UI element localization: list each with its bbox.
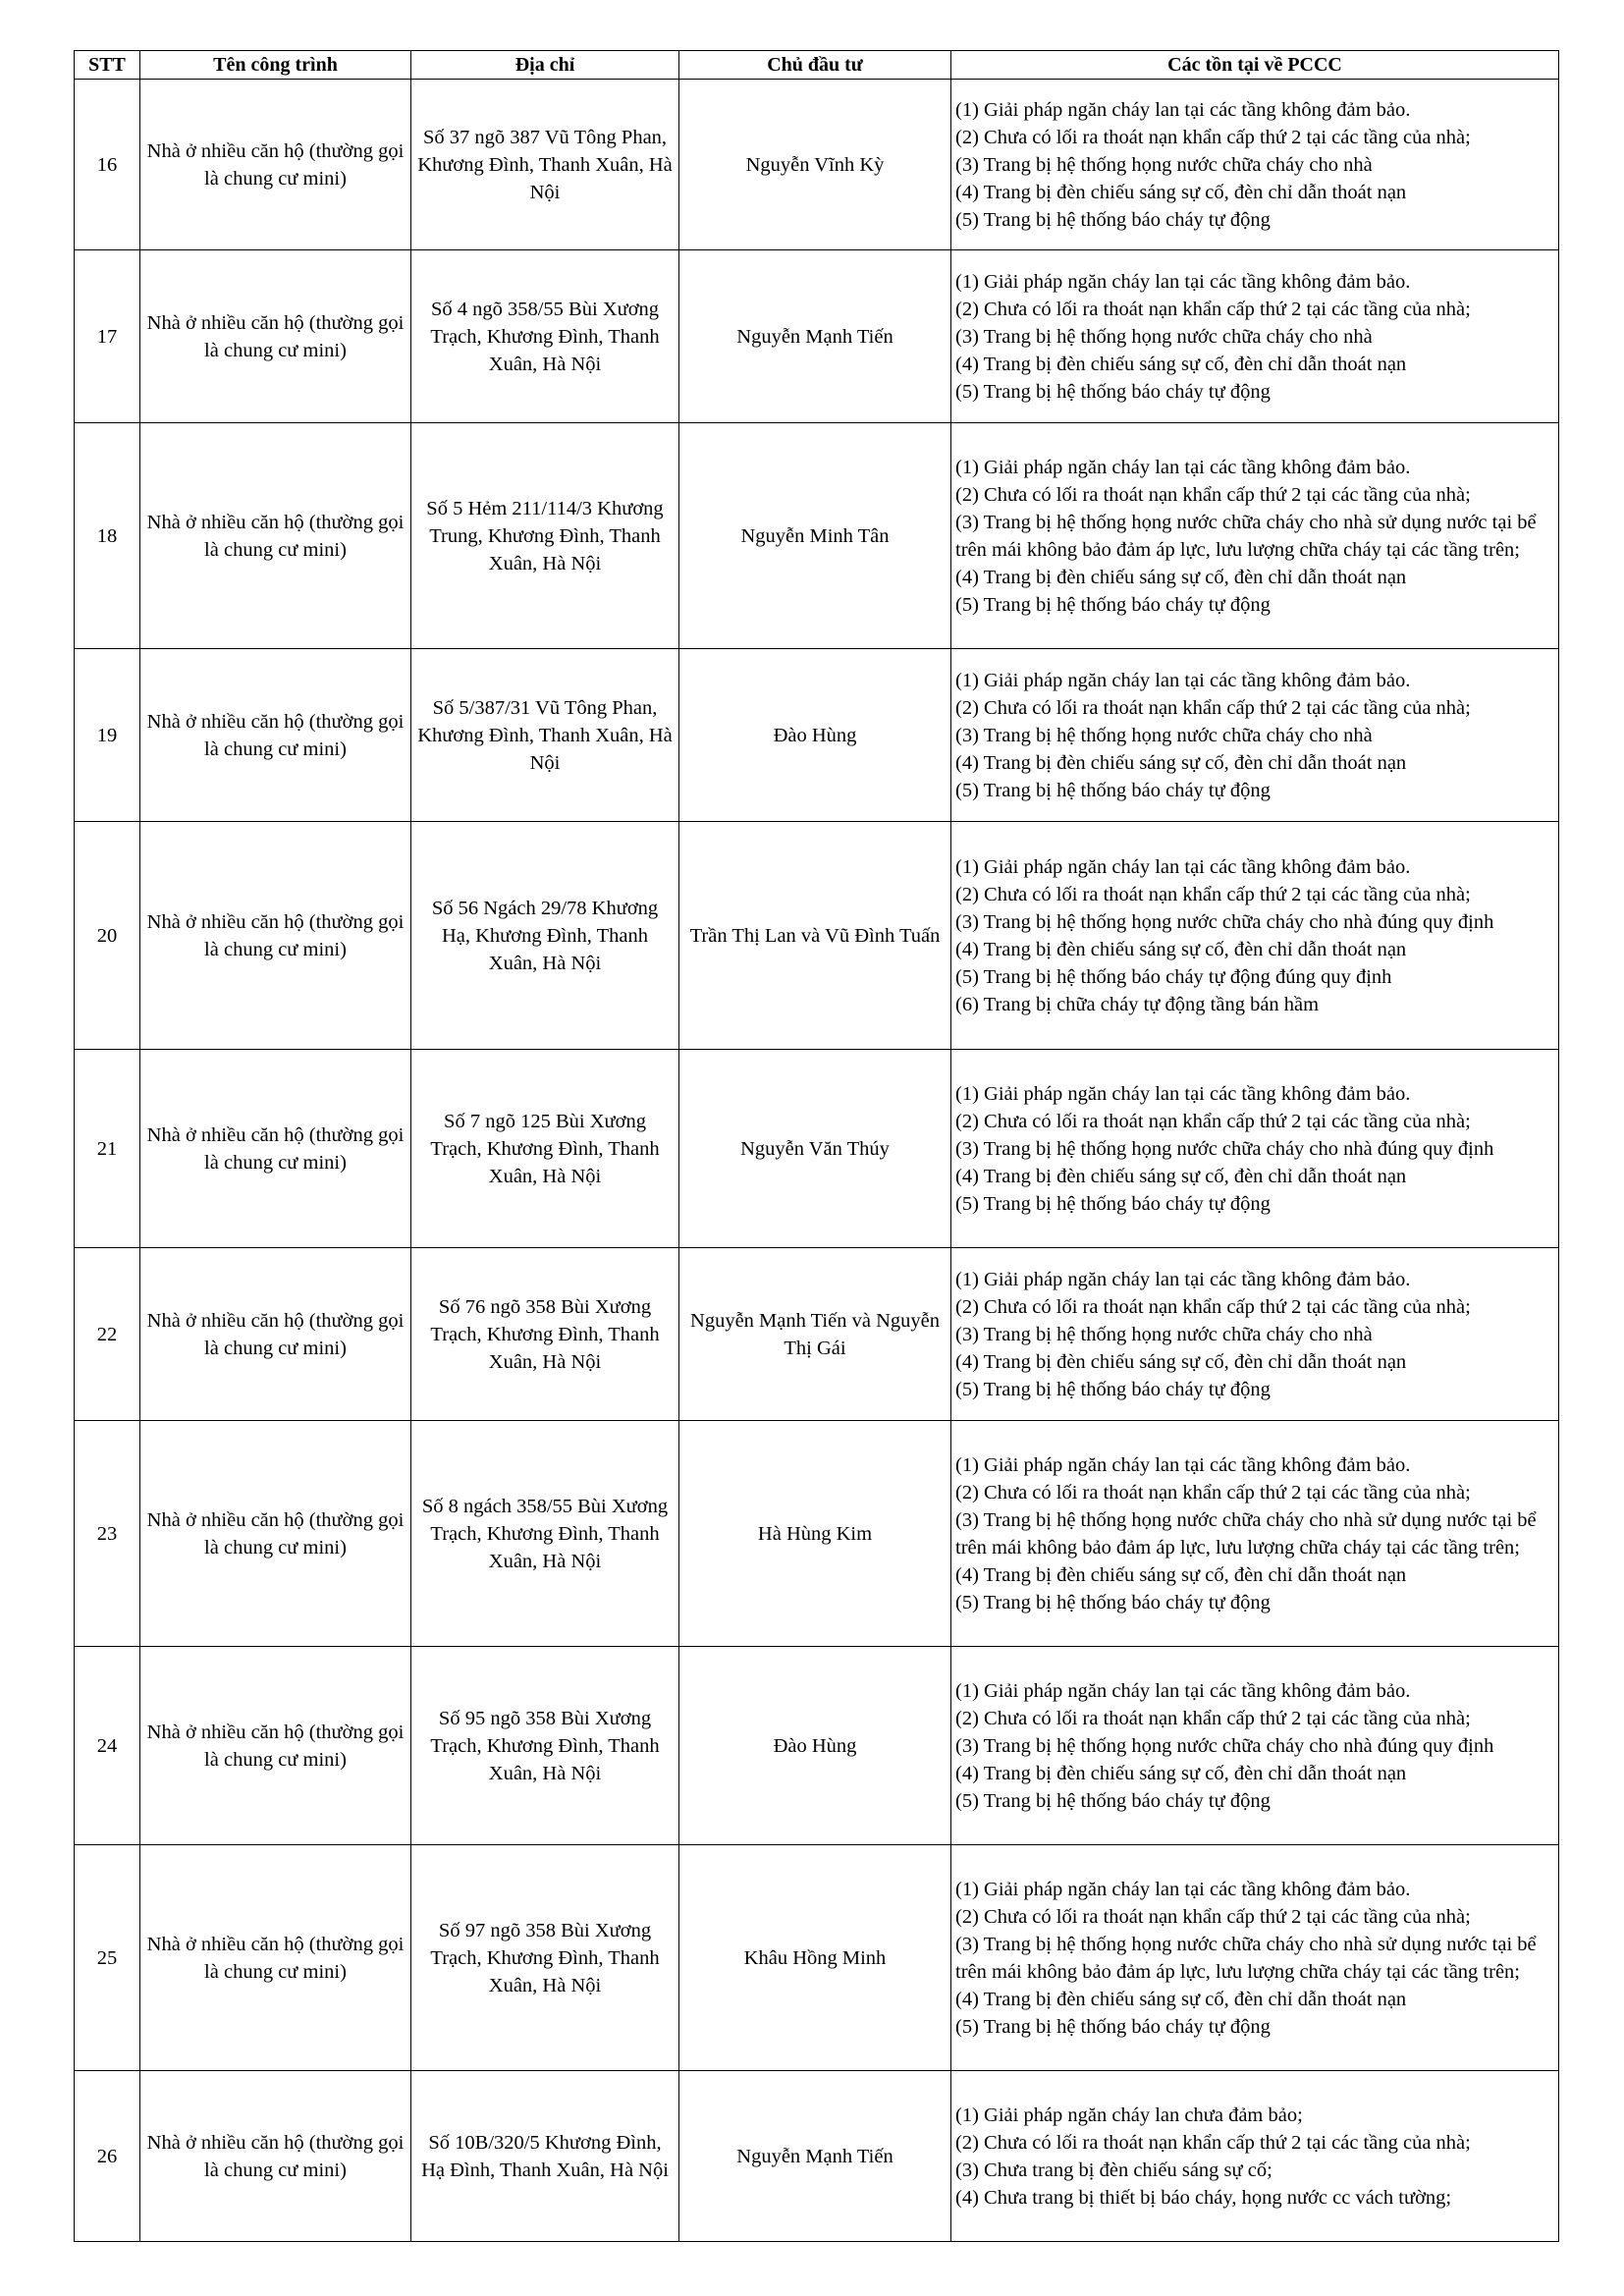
issue-item: (4) Trang bị đèn chiếu sáng sự cố, đèn chỉ dẫn thoát nạn bbox=[955, 1165, 1407, 1187]
issue-item: (1) Giải pháp ngăn cháy lan tại các tầng không đảm bảo. bbox=[955, 855, 1411, 878]
row-building-name: Nhà ở nhiều căn hộ (thường gọi là chung cư mini) bbox=[140, 2071, 411, 2242]
issue-item: (2) Chưa có lối ra thoát nạn khẩn cấp thứ 2 tại các tầng của nhà; bbox=[955, 1295, 1471, 1318]
issue-item: (3) Trang bị hệ thống họng nước chữa cháy cho nhà sử dụng nước tại bể trên mái không bảo đảm áp lực, lưu lượng chữa cháy tại các tầng trên; bbox=[955, 511, 1537, 561]
row-address: Số 4 ngõ 358/55 Bùi Xương Trạch, Khương Đình, Thanh Xuân, Hà Nội bbox=[411, 250, 679, 423]
issue-item: (1) Giải pháp ngăn cháy lan chưa đảm bảo; bbox=[955, 2104, 1303, 2126]
issue-item: (3) Trang bị hệ thống họng nước chữa cháy cho nhà sử dụng nước tại bể trên mái không bảo đảm áp lực, lưu lượng chữa cháy tại các tầng trên; bbox=[955, 1508, 1537, 1558]
row-stt: 25 bbox=[75, 1845, 140, 2071]
row-pccc-issues bbox=[951, 1647, 1559, 1845]
issue-item: (4) Trang bị đèn chiếu sáng sự cố, đèn chỉ dẫn thoát nạn bbox=[955, 353, 1407, 375]
row-pccc-issues bbox=[951, 250, 1559, 423]
header-owner: Chủ đầu tư bbox=[679, 51, 951, 80]
issue-item: (1) Giải pháp ngăn cháy lan tại các tầng không đảm bảo. bbox=[955, 669, 1411, 691]
issue-item: (4) Trang bị đèn chiếu sáng sự cố, đèn chỉ dẫn thoát nạn bbox=[955, 566, 1407, 588]
issue-item: (3) Trang bị hệ thống họng nước chữa cháy cho nhà bbox=[955, 724, 1373, 746]
issue-item: (3) Trang bị hệ thống họng nước chữa cháy cho nhà bbox=[955, 325, 1373, 348]
row-address: Số 5 Hẻm 211/114/3 Khương Trung, Khương Đình, Thanh Xuân, Hà Nội bbox=[411, 423, 679, 649]
issue-item: (1) Giải pháp ngăn cháy lan tại các tầng không đảm bảo. bbox=[955, 1878, 1411, 1900]
issue-item: (2) Chưa có lối ra thoát nạn khẩn cấp thứ 2 tại các tầng của nhà; bbox=[955, 1707, 1471, 1729]
header-pccc-issues: Các tồn tại về PCCC bbox=[951, 51, 1559, 80]
row-address: Số 56 Ngách 29/78 Khương Hạ, Khương Đình, Thanh Xuân, Hà Nội bbox=[411, 822, 679, 1050]
issue-item: (2) Chưa có lối ra thoát nạn khẩn cấp thứ 2 tại các tầng của nhà; bbox=[955, 1905, 1471, 1928]
issue-item: (5) Trang bị hệ thống báo cháy tự động bbox=[955, 779, 1271, 801]
issue-item: (3) Trang bị hệ thống họng nước chữa cháy cho nhà đúng quy định bbox=[955, 910, 1494, 933]
issue-item: (1) Giải pháp ngăn cháy lan tại các tầng không đảm bảo. bbox=[955, 98, 1411, 121]
issue-item: (4) Trang bị đèn chiếu sáng sự cố, đèn chỉ dẫn thoát nạn bbox=[955, 1988, 1407, 2010]
issue-item: (2) Chưa có lối ra thoát nạn khẩn cấp thứ 2 tại các tầng của nhà; bbox=[955, 483, 1471, 506]
row-stt: 21 bbox=[75, 1050, 140, 1248]
table-row bbox=[75, 649, 1559, 822]
issue-item: (2) Chưa có lối ra thoát nạn khẩn cấp thứ 2 tại các tầng của nhà; bbox=[955, 1481, 1471, 1503]
issue-item: (4) Trang bị đèn chiếu sáng sự cố, đèn chỉ dẫn thoát nạn bbox=[955, 1350, 1407, 1373]
row-building-name: Nhà ở nhiều căn hộ (thường gọi là chung cư mini) bbox=[140, 1647, 411, 1845]
issue-item: (3) Chưa trang bị đèn chiếu sáng sự cố; bbox=[955, 2159, 1272, 2181]
issue-item: (1) Giải pháp ngăn cháy lan tại các tầng không đảm bảo. bbox=[955, 1082, 1411, 1105]
row-owner: Nguyễn Minh Tân bbox=[679, 423, 951, 649]
table-row bbox=[75, 423, 1559, 649]
row-address: Số 8 ngách 358/55 Bùi Xương Trạch, Khương Đình, Thanh Xuân, Hà Nội bbox=[411, 1421, 679, 1647]
row-stt: 23 bbox=[75, 1421, 140, 1647]
header-stt: STT bbox=[75, 51, 140, 80]
row-pccc-issues bbox=[951, 1421, 1559, 1647]
issue-item: (2) Chưa có lối ra thoát nạn khẩn cấp thứ 2 tại các tầng của nhà; bbox=[955, 1110, 1471, 1132]
issue-item: (6) Trang bị chữa cháy tự động tầng bán hầm bbox=[955, 993, 1320, 1015]
table-header-row bbox=[75, 51, 1559, 80]
row-address: Số 76 ngõ 358 Bùi Xương Trạch, Khương Đình, Thanh Xuân, Hà Nội bbox=[411, 1248, 679, 1421]
table-row bbox=[75, 80, 1559, 250]
row-owner: Nguyễn Mạnh Tiến bbox=[679, 250, 951, 423]
issue-item: (4) Trang bị đèn chiếu sáng sự cố, đèn chỉ dẫn thoát nạn bbox=[955, 751, 1407, 774]
row-pccc-issues bbox=[951, 649, 1559, 822]
issue-item: (5) Trang bị hệ thống báo cháy tự động bbox=[955, 1378, 1271, 1400]
issue-item: (2) Chưa có lối ra thoát nạn khẩn cấp thứ 2 tại các tầng của nhà; bbox=[955, 696, 1471, 719]
issue-item: (2) Chưa có lối ra thoát nạn khẩn cấp thứ 2 tại các tầng của nhà; bbox=[955, 298, 1471, 320]
issue-item: (4) Trang bị đèn chiếu sáng sự cố, đèn chỉ dẫn thoát nạn bbox=[955, 1762, 1407, 1784]
issue-item: (4) Trang bị đèn chiếu sáng sự cố, đèn chỉ dẫn thoát nạn bbox=[955, 1563, 1407, 1586]
header-building-name: Tên công trình bbox=[140, 51, 411, 80]
table-row bbox=[75, 1248, 1559, 1421]
row-owner: Khâu Hồng Minh bbox=[679, 1845, 951, 2071]
issue-item: (1) Giải pháp ngăn cháy lan tại các tầng không đảm bảo. bbox=[955, 1268, 1411, 1290]
issue-item: (1) Giải pháp ngăn cháy lan tại các tầng không đảm bảo. bbox=[955, 1453, 1411, 1476]
row-building-name: Nhà ở nhiều căn hộ (thường gọi là chung cư mini) bbox=[140, 1421, 411, 1647]
issue-item: (1) Giải pháp ngăn cháy lan tại các tầng không đảm bảo. bbox=[955, 270, 1411, 293]
issue-item: (5) Trang bị hệ thống báo cháy tự động bbox=[955, 380, 1271, 403]
table-row bbox=[75, 1647, 1559, 1845]
issue-item: (3) Trang bị hệ thống họng nước chữa cháy cho nhà bbox=[955, 153, 1373, 176]
issue-item: (3) Trang bị hệ thống họng nước chữa cháy cho nhà sử dụng nước tại bể trên mái không bảo đảm áp lực, lưu lượng chữa cháy tại các tầng trên; bbox=[955, 1933, 1537, 1983]
table-row bbox=[75, 1421, 1559, 1647]
issue-item: (5) Trang bị hệ thống báo cháy tự động bbox=[955, 1789, 1271, 1812]
document-page bbox=[74, 50, 1558, 2242]
row-building-name: Nhà ở nhiều căn hộ (thường gọi là chung cư mini) bbox=[140, 822, 411, 1050]
row-pccc-issues bbox=[951, 1050, 1559, 1248]
row-address: Số 10B/320/5 Khương Đình, Hạ Đình, Thanh Xuân, Hà Nội bbox=[411, 2071, 679, 2242]
row-owner: Trần Thị Lan và Vũ Đình Tuấn bbox=[679, 822, 951, 1050]
table-row bbox=[75, 822, 1559, 1050]
issue-item: (3) Trang bị hệ thống họng nước chữa cháy cho nhà đúng quy định bbox=[955, 1137, 1494, 1160]
row-owner: Nguyễn Văn Thúy bbox=[679, 1050, 951, 1248]
row-owner: Hà Hùng Kim bbox=[679, 1421, 951, 1647]
row-pccc-issues bbox=[951, 822, 1559, 1050]
row-stt: 26 bbox=[75, 2071, 140, 2242]
table-body bbox=[75, 80, 1559, 2242]
issue-item: (2) Chưa có lối ra thoát nạn khẩn cấp thứ 2 tại các tầng của nhà; bbox=[955, 883, 1471, 905]
row-stt: 17 bbox=[75, 250, 140, 423]
issue-item: (5) Trang bị hệ thống báo cháy tự động bbox=[955, 1591, 1271, 1613]
issue-item: (3) Trang bị hệ thống họng nước chữa cháy cho nhà đúng quy định bbox=[955, 1734, 1494, 1757]
row-stt: 20 bbox=[75, 822, 140, 1050]
row-building-name: Nhà ở nhiều căn hộ (thường gọi là chung cư mini) bbox=[140, 250, 411, 423]
row-building-name: Nhà ở nhiều căn hộ (thường gọi là chung cư mini) bbox=[140, 423, 411, 649]
row-building-name: Nhà ở nhiều căn hộ (thường gọi là chung cư mini) bbox=[140, 1050, 411, 1248]
row-building-name: Nhà ở nhiều căn hộ (thường gọi là chung cư mini) bbox=[140, 649, 411, 822]
pccc-table bbox=[74, 50, 1559, 2242]
row-stt: 16 bbox=[75, 80, 140, 250]
issue-item: (4) Chưa trang bị thiết bị báo cháy, họng nước cc vách tường; bbox=[955, 2186, 1452, 2209]
row-owner: Đào Hùng bbox=[679, 1647, 951, 1845]
row-building-name: Nhà ở nhiều căn hộ (thường gọi là chung cư mini) bbox=[140, 1845, 411, 2071]
row-address: Số 7 ngõ 125 Bùi Xương Trạch, Khương Đình, Thanh Xuân, Hà Nội bbox=[411, 1050, 679, 1248]
row-pccc-issues bbox=[951, 2071, 1559, 2242]
issue-item: (2) Chưa có lối ra thoát nạn khẩn cấp thứ 2 tại các tầng của nhà; bbox=[955, 2131, 1471, 2154]
row-owner: Nguyễn Vĩnh Kỳ bbox=[679, 80, 951, 250]
row-address: Số 37 ngõ 387 Vũ Tông Phan, Khương Đình, Thanh Xuân, Hà Nội bbox=[411, 80, 679, 250]
row-owner: Nguyễn Mạnh Tiến và Nguyễn Thị Gái bbox=[679, 1248, 951, 1421]
row-stt: 22 bbox=[75, 1248, 140, 1421]
table-row bbox=[75, 1050, 1559, 1248]
row-owner: Nguyễn Mạnh Tiến bbox=[679, 2071, 951, 2242]
row-pccc-issues bbox=[951, 1845, 1559, 2071]
row-pccc-issues bbox=[951, 80, 1559, 250]
row-building-name: Nhà ở nhiều căn hộ (thường gọi là chung cư mini) bbox=[140, 80, 411, 250]
issue-item: (2) Chưa có lối ra thoát nạn khẩn cấp thứ 2 tại các tầng của nhà; bbox=[955, 126, 1471, 148]
table-row bbox=[75, 2071, 1559, 2242]
row-stt: 18 bbox=[75, 423, 140, 649]
row-address: Số 97 ngõ 358 Bùi Xương Trạch, Khương Đình, Thanh Xuân, Hà Nội bbox=[411, 1845, 679, 2071]
issue-item: (4) Trang bị đèn chiếu sáng sự cố, đèn chỉ dẫn thoát nạn bbox=[955, 938, 1407, 960]
row-owner: Đào Hùng bbox=[679, 649, 951, 822]
issue-item: (5) Trang bị hệ thống báo cháy tự động bbox=[955, 208, 1271, 231]
issue-item: (5) Trang bị hệ thống báo cháy tự động bbox=[955, 2015, 1271, 2038]
issue-item: (3) Trang bị hệ thống họng nước chữa cháy cho nhà bbox=[955, 1323, 1373, 1345]
row-stt: 19 bbox=[75, 649, 140, 822]
row-building-name: Nhà ở nhiều căn hộ (thường gọi là chung cư mini) bbox=[140, 1248, 411, 1421]
row-stt: 24 bbox=[75, 1647, 140, 1845]
issue-item: (4) Trang bị đèn chiếu sáng sự cố, đèn chỉ dẫn thoát nạn bbox=[955, 181, 1407, 203]
issue-item: (1) Giải pháp ngăn cháy lan tại các tầng không đảm bảo. bbox=[955, 1679, 1411, 1702]
header-address: Địa chỉ bbox=[411, 51, 679, 80]
issue-item: (5) Trang bị hệ thống báo cháy tự động bbox=[955, 1192, 1271, 1215]
row-pccc-issues bbox=[951, 423, 1559, 649]
issue-item: (5) Trang bị hệ thống báo cháy tự động bbox=[955, 593, 1271, 616]
issue-item: (1) Giải pháp ngăn cháy lan tại các tầng không đảm bảo. bbox=[955, 456, 1411, 478]
row-pccc-issues bbox=[951, 1248, 1559, 1421]
issue-item: (5) Trang bị hệ thống báo cháy tự động đúng quy định bbox=[955, 965, 1392, 988]
row-address: Số 95 ngõ 358 Bùi Xương Trạch, Khương Đình, Thanh Xuân, Hà Nội bbox=[411, 1647, 679, 1845]
row-address: Số 5/387/31 Vũ Tông Phan, Khương Đình, Thanh Xuân, Hà Nội bbox=[411, 649, 679, 822]
table-row bbox=[75, 250, 1559, 423]
table-row bbox=[75, 1845, 1559, 2071]
